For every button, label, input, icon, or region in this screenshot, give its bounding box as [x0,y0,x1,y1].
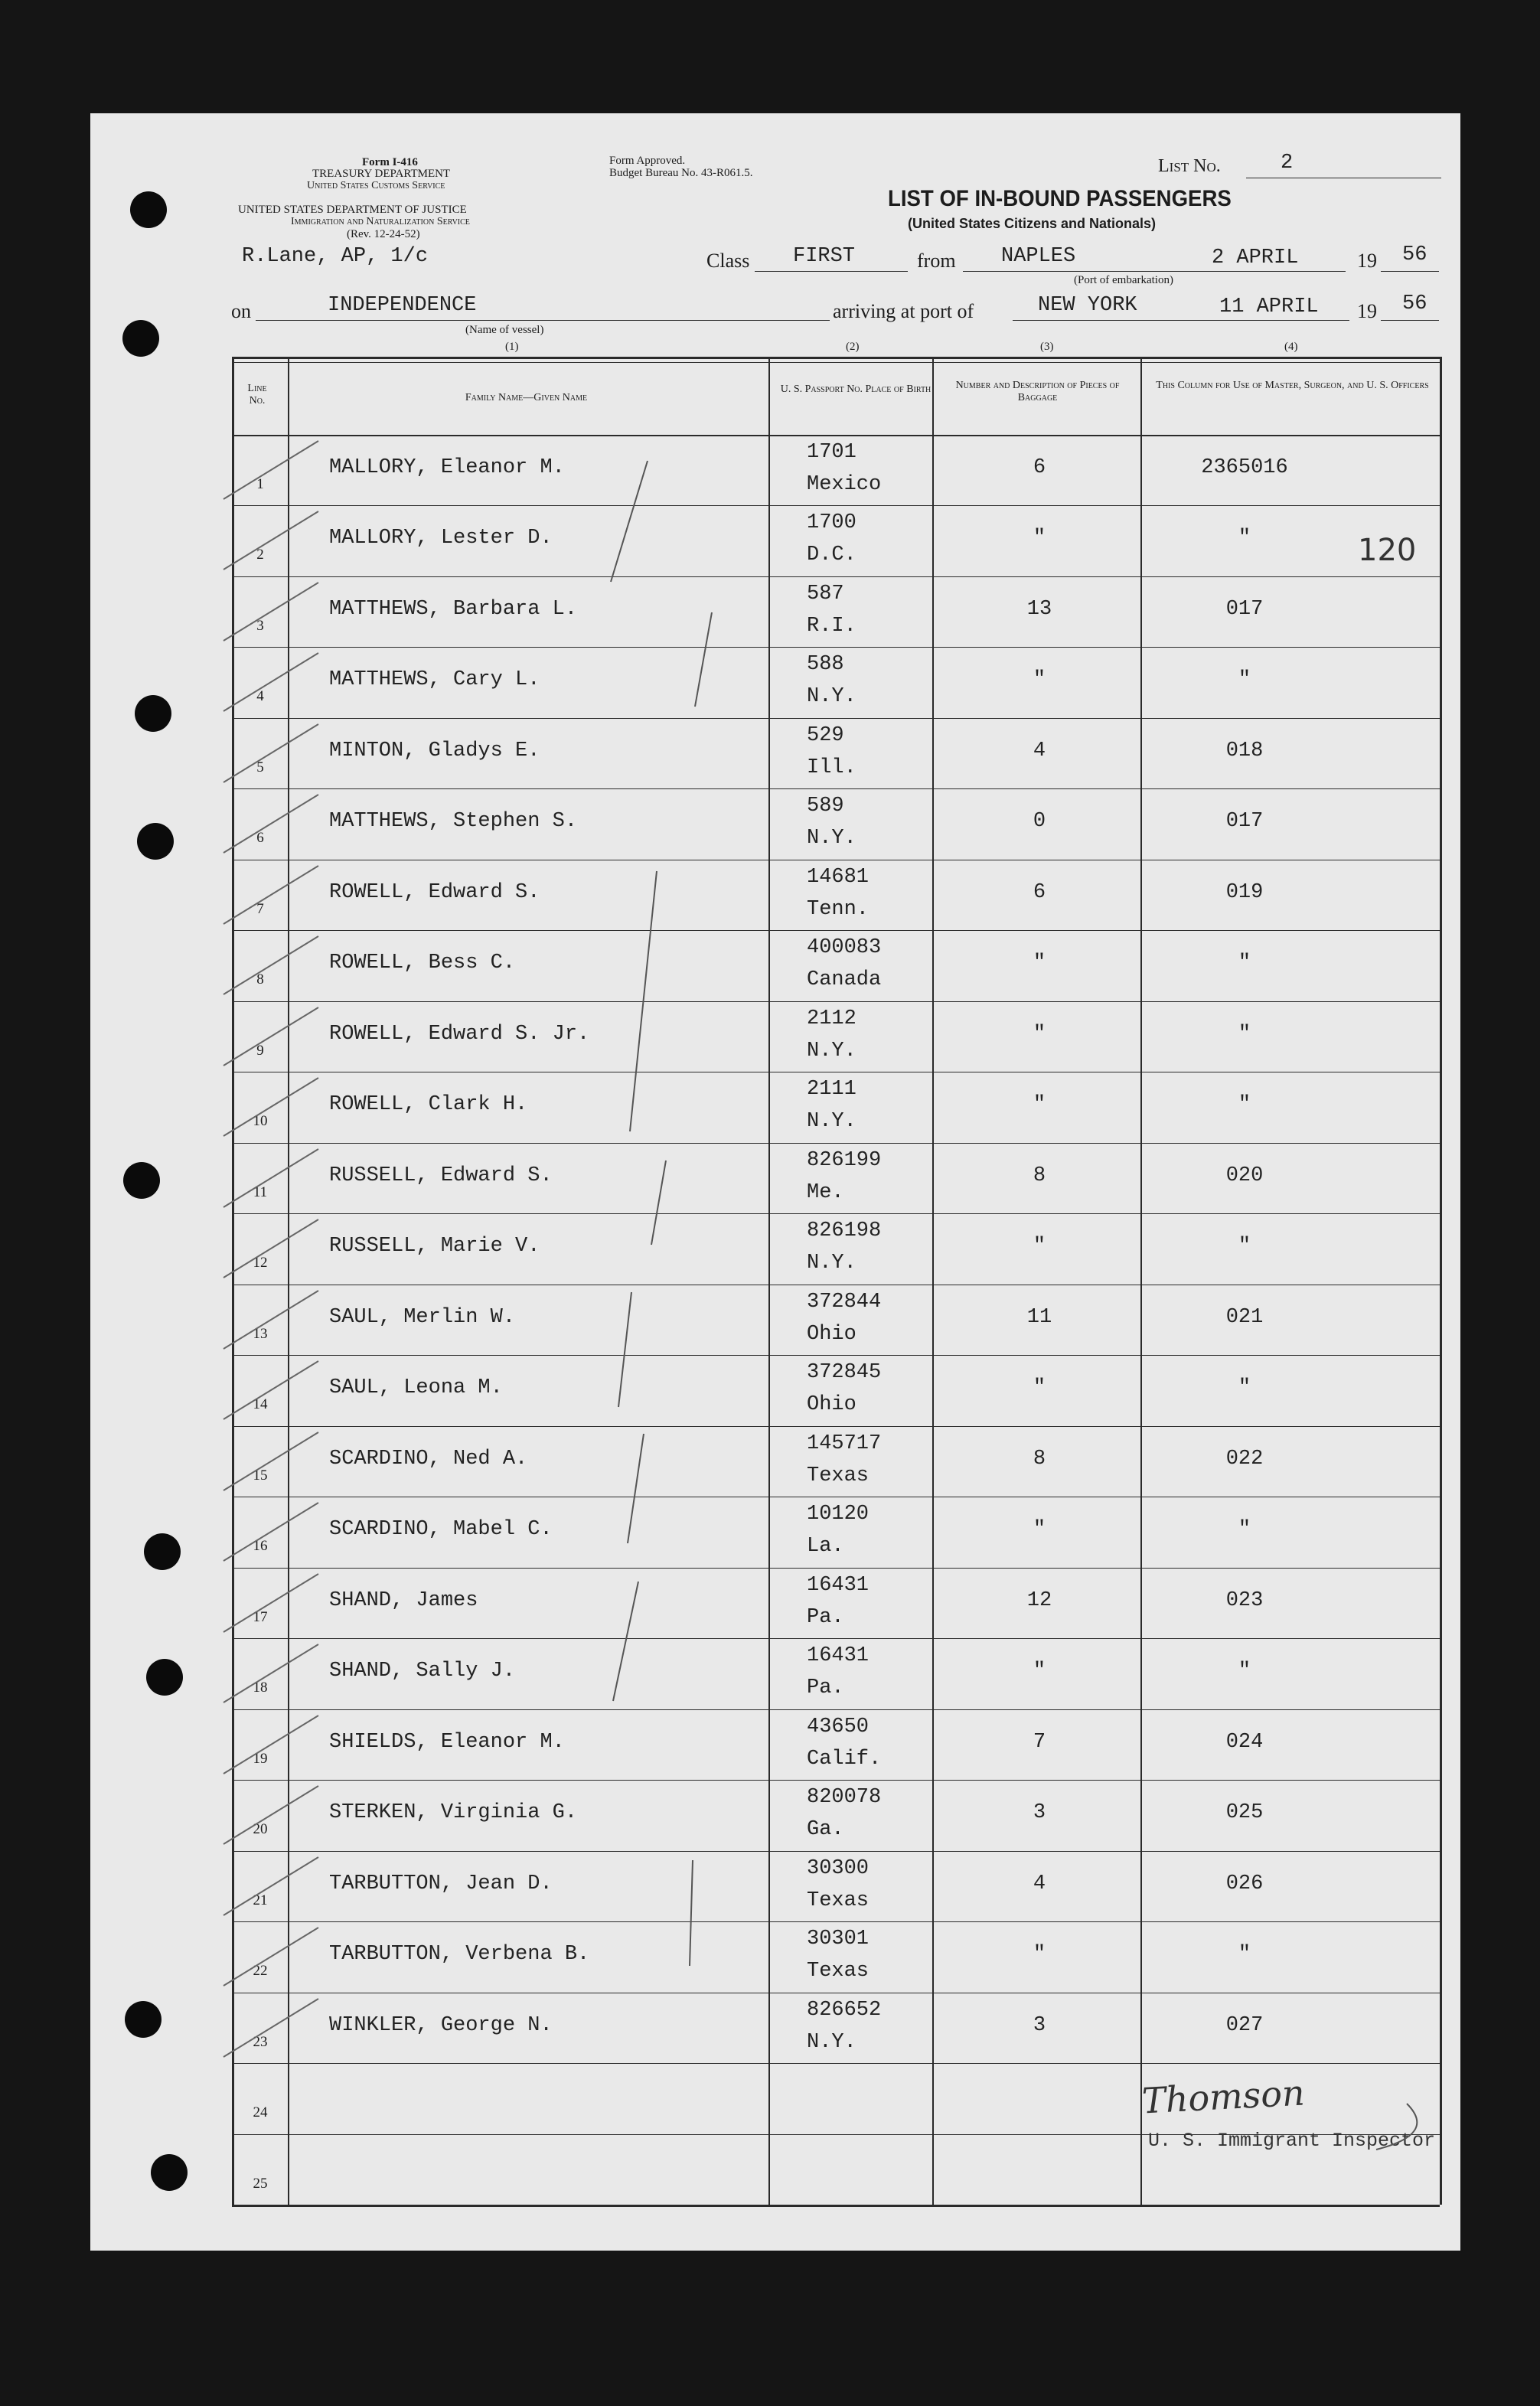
punch-hole [151,2154,188,2191]
col-num-3: (3) [1040,341,1054,353]
passenger-name: ROWELL, Bess C. [329,952,516,974]
passport-number: 2111 [807,1078,856,1101]
punch-hole [122,320,159,357]
place-of-birth: Tenn. [807,898,870,921]
place-of-birth: Ga. [807,1818,844,1841]
passenger-name: SHAND, Sally J. [329,1660,516,1683]
pencil-bracket-6 [628,1434,644,1543]
punch-hole [144,1533,181,1570]
passenger-name: ROWELL, Clark H. [329,1093,528,1116]
passport-number: 2112 [807,1007,856,1030]
official-entry: " [1238,527,1251,550]
passenger-name: MATTHEWS, Cary L. [329,668,540,691]
official-entry: 018 [1225,739,1264,762]
line-number: 9 [256,1043,264,1059]
line-number: 14 [253,1396,268,1412]
passenger-name: MATTHEWS, Stephen S. [329,810,578,833]
official-entry: " [1238,668,1251,691]
official-entry: 020 [1225,1164,1264,1187]
place-of-birth: N.Y. [807,1252,856,1275]
col-header-official: This Column for Use of Master, Surgeon, and U. S. Officers [1156,380,1429,391]
place-of-birth: Calif. [807,1748,882,1771]
passenger-name: MALLORY, Eleanor M. [329,456,565,479]
line-number: 6 [256,830,264,846]
port-embark-label: (Port of embarkation) [1074,274,1173,286]
place-of-birth: D.C. [807,544,856,566]
official-entry: 027 [1225,2014,1264,2037]
passport-number: 826652 [807,1999,882,2022]
line-number: 7 [256,901,264,917]
baggage-count: " [1033,527,1046,550]
pencil-bracket-1 [611,461,648,582]
pencil-bracket-2 [695,612,712,707]
passport-number: 145717 [807,1432,882,1455]
official-entry: " [1238,1093,1251,1116]
ins-label: Immigration and Naturalization Service [291,216,470,227]
place-of-birth: N.Y. [807,1110,856,1133]
official-entry: 017 [1225,598,1264,621]
line-number: 15 [253,1467,268,1484]
official-entry: 022 [1225,1448,1264,1471]
baggage-count: " [1033,1093,1046,1116]
place-of-birth: N.Y. [807,827,856,850]
place-of-birth: R.I. [807,615,856,638]
baggage-count: " [1033,1023,1046,1046]
official-entry: " [1238,1518,1251,1541]
line-number: 5 [256,759,264,775]
official-entry: " [1238,952,1251,974]
passenger-name: SCARDINO, Mabel C. [329,1518,553,1541]
line-number: 22 [253,1963,268,1979]
passport-number: 16431 [807,1574,870,1597]
arrival-year-prefix: 19 [1357,300,1377,322]
baggage-count: 3 [1033,2014,1046,2037]
official-entry: 2365016 [1201,456,1288,479]
page-subtitle: (United States Citizens and Nationals) [908,216,1157,231]
punch-hole [135,695,171,732]
baggage-count: " [1033,952,1046,974]
inspector-title: U. S. Immigrant Inspector [1148,2130,1436,2152]
passport-number: 10120 [807,1503,870,1526]
vessel-label: (Name of vessel) [465,324,544,336]
punch-hole [123,1162,160,1199]
passport-number: 14681 [807,866,870,889]
baggage-count: 8 [1033,1164,1046,1187]
on-label: on [231,300,251,322]
baggage-count: 13 [1026,598,1052,621]
passport-number: 30301 [807,1928,870,1951]
official-entry: 017 [1225,810,1264,833]
official-entry: 024 [1225,1731,1264,1754]
passport-number: 400083 [807,936,882,959]
pencil-marks [90,113,1460,2251]
place-of-birth: Texas [807,1464,870,1487]
passenger-name: SAUL, Leona M. [329,1376,503,1399]
baggage-count: " [1033,1235,1046,1258]
passenger-name: TARBUTTON, Jean D. [329,1872,553,1895]
line-number: 23 [253,2034,268,2050]
official-entry: 025 [1225,1801,1264,1824]
place-of-birth: Canada [807,968,882,991]
official-entry: " [1238,1660,1251,1683]
depart-date: 2 APRIL [1212,246,1299,269]
class-label: Class [706,250,750,272]
baggage-count: 7 [1033,1731,1046,1754]
depart-year-prefix: 19 [1357,250,1377,272]
passenger-name: SAUL, Merlin W. [329,1306,516,1329]
passport-number: 1700 [807,511,856,534]
punch-hole [146,1659,183,1696]
passport-number: 826199 [807,1149,882,1172]
line-number: 21 [253,1892,268,1908]
official-entry: " [1238,1023,1251,1046]
punch-hole [125,2001,162,2038]
from-port: NAPLES [1001,245,1076,268]
vessel-name: INDEPENDENCE [328,294,477,317]
line-number: 19 [253,1751,268,1767]
line-number: 1 [256,476,264,492]
col-header-line: Line No. [247,383,267,406]
baggage-count: 4 [1033,1872,1046,1895]
pencil-bracket-7 [613,1582,638,1701]
place-of-birth: Mexico [807,473,882,496]
baggage-count: " [1033,1376,1046,1399]
col-num-2: (2) [846,341,860,353]
page-title: LIST OF IN-BOUND PASSENGERS [888,186,1232,211]
passport-number: 372844 [807,1291,882,1314]
baggage-count: " [1033,1660,1046,1683]
line-number: 8 [256,971,264,988]
arrival-port: NEW YORK [1038,294,1137,317]
passport-number: 1701 [807,441,856,464]
place-of-birth: Ohio [807,1393,856,1416]
pencil-bracket-4 [651,1161,666,1245]
baggage-count: 0 [1033,810,1046,833]
pencil-tally [1376,2104,1417,2150]
arrival-year: 56 [1402,292,1427,315]
line-number: 18 [253,1680,268,1696]
passenger-name: STERKEN, Virginia G. [329,1801,578,1824]
line-number: 16 [253,1538,268,1554]
passenger-name: ROWELL, Edward S. [329,881,540,904]
passenger-name: MALLORY, Lester D. [329,527,553,550]
line-number: 24 [253,2104,268,2120]
line-number: 17 [253,1609,268,1625]
line-number: 2 [256,547,264,563]
col-header-passport: U. S. Passport No. Place of Birth [780,384,932,395]
place-of-birth: N.Y. [807,2031,856,2054]
line-number: 4 [256,688,264,704]
line-number: 13 [253,1326,268,1342]
pencil-bracket-3 [630,871,657,1131]
passenger-name: WINKLER, George N. [329,2014,553,2037]
baggage-count: 3 [1033,1801,1046,1824]
punch-hole [130,191,167,228]
list-no-value: 2 [1281,152,1294,175]
passport-number: 588 [807,653,844,676]
passenger-name: RUSSELL, Edward S. [329,1164,553,1187]
treasury-department: TREASURY DEPARTMENT [312,168,451,180]
justice-department: UNITED STATES DEPARTMENT OF JUSTICE [238,204,467,216]
baggage-count: 12 [1026,1589,1052,1612]
passport-number: 16431 [807,1644,870,1667]
official-entry: 019 [1225,881,1264,904]
passenger-name: SHAND, James [329,1589,478,1612]
form-number: Form I-416 [362,156,418,168]
official-entry: " [1238,1235,1251,1258]
passport-number: 589 [807,795,844,818]
baggage-count: 8 [1033,1448,1046,1471]
manifest-page [90,113,1460,2251]
official-entry: " [1238,1943,1251,1966]
passenger-name: ROWELL, Edward S. Jr. [329,1023,590,1046]
place-of-birth: Pa. [807,1606,844,1629]
col-header-baggage: Number and Description of Pieces of Baggage [955,380,1120,403]
baggage-count: " [1033,668,1046,691]
passport-number: 30300 [807,1857,870,1880]
margin-number: 120 [1358,533,1417,568]
passenger-name: MATTHEWS, Barbara L. [329,598,578,621]
passenger-name: TARBUTTON, Verbena B. [329,1943,590,1966]
passport-number: 820078 [807,1786,882,1809]
passenger-name: SCARDINO, Ned A. [329,1448,528,1471]
pencil-bracket-5 [618,1292,631,1407]
pencil-bracket-8 [690,1860,693,1966]
col-header-name: Family Name—Given Name [465,392,588,403]
passenger-name: MINTON, Gladys E. [329,739,540,762]
line-number: 12 [253,1255,268,1271]
punch-hole [137,823,174,860]
line-number: 20 [253,1821,268,1837]
line-number: 3 [256,618,264,634]
place-of-birth: Ill. [807,756,856,779]
place-of-birth: Texas [807,1889,870,1912]
col-num-4: (4) [1284,341,1298,353]
official-entry: " [1238,1376,1251,1399]
passport-number: 587 [807,583,844,606]
budget-bureau: Budget Bureau No. 43-R061.5. [609,167,753,179]
official-entry: 021 [1225,1306,1264,1329]
place-of-birth: N.Y. [807,685,856,708]
place-of-birth: Me. [807,1181,844,1204]
col-num-1: (1) [505,341,519,353]
customs-service: United States Customs Service [307,180,445,191]
list-no-label: List No. [1158,156,1221,176]
baggage-count: " [1033,1518,1046,1541]
place-of-birth: Pa. [807,1676,844,1699]
from-label: from [917,250,956,272]
line-number: 10 [253,1113,268,1129]
place-of-birth: Ohio [807,1323,856,1346]
passport-number: 529 [807,724,844,747]
passenger-name: RUSSELL, Marie V. [329,1235,540,1258]
baggage-count: 6 [1033,456,1046,479]
passenger-name: SHIELDS, Eleanor M. [329,1731,565,1754]
place-of-birth: N.Y. [807,1040,856,1063]
class-value: FIRST [793,245,856,268]
baggage-count: " [1033,1943,1046,1966]
baggage-count: 11 [1026,1306,1052,1329]
depart-year: 56 [1402,243,1427,266]
baggage-count: 6 [1033,881,1046,904]
line-number: 25 [253,2176,268,2192]
inspector-signature: Thomson [1140,2071,1306,2122]
agent-stamp: R.Lane, AP, 1/c [242,245,429,268]
form-approved: Form Approved. [609,155,686,167]
passport-number: 826198 [807,1219,882,1242]
arrival-date: 11 APRIL [1219,295,1319,318]
place-of-birth: Texas [807,1960,870,1983]
line-number: 11 [253,1184,268,1200]
place-of-birth: La. [807,1535,844,1558]
official-entry: 026 [1225,1872,1264,1895]
revision: (Rev. 12-24-52) [347,228,420,240]
arriving-label: arriving at port of [833,300,974,322]
passport-number: 43650 [807,1716,870,1738]
baggage-count: 4 [1033,739,1046,762]
official-entry: 023 [1225,1589,1264,1612]
passport-number: 372845 [807,1361,882,1384]
